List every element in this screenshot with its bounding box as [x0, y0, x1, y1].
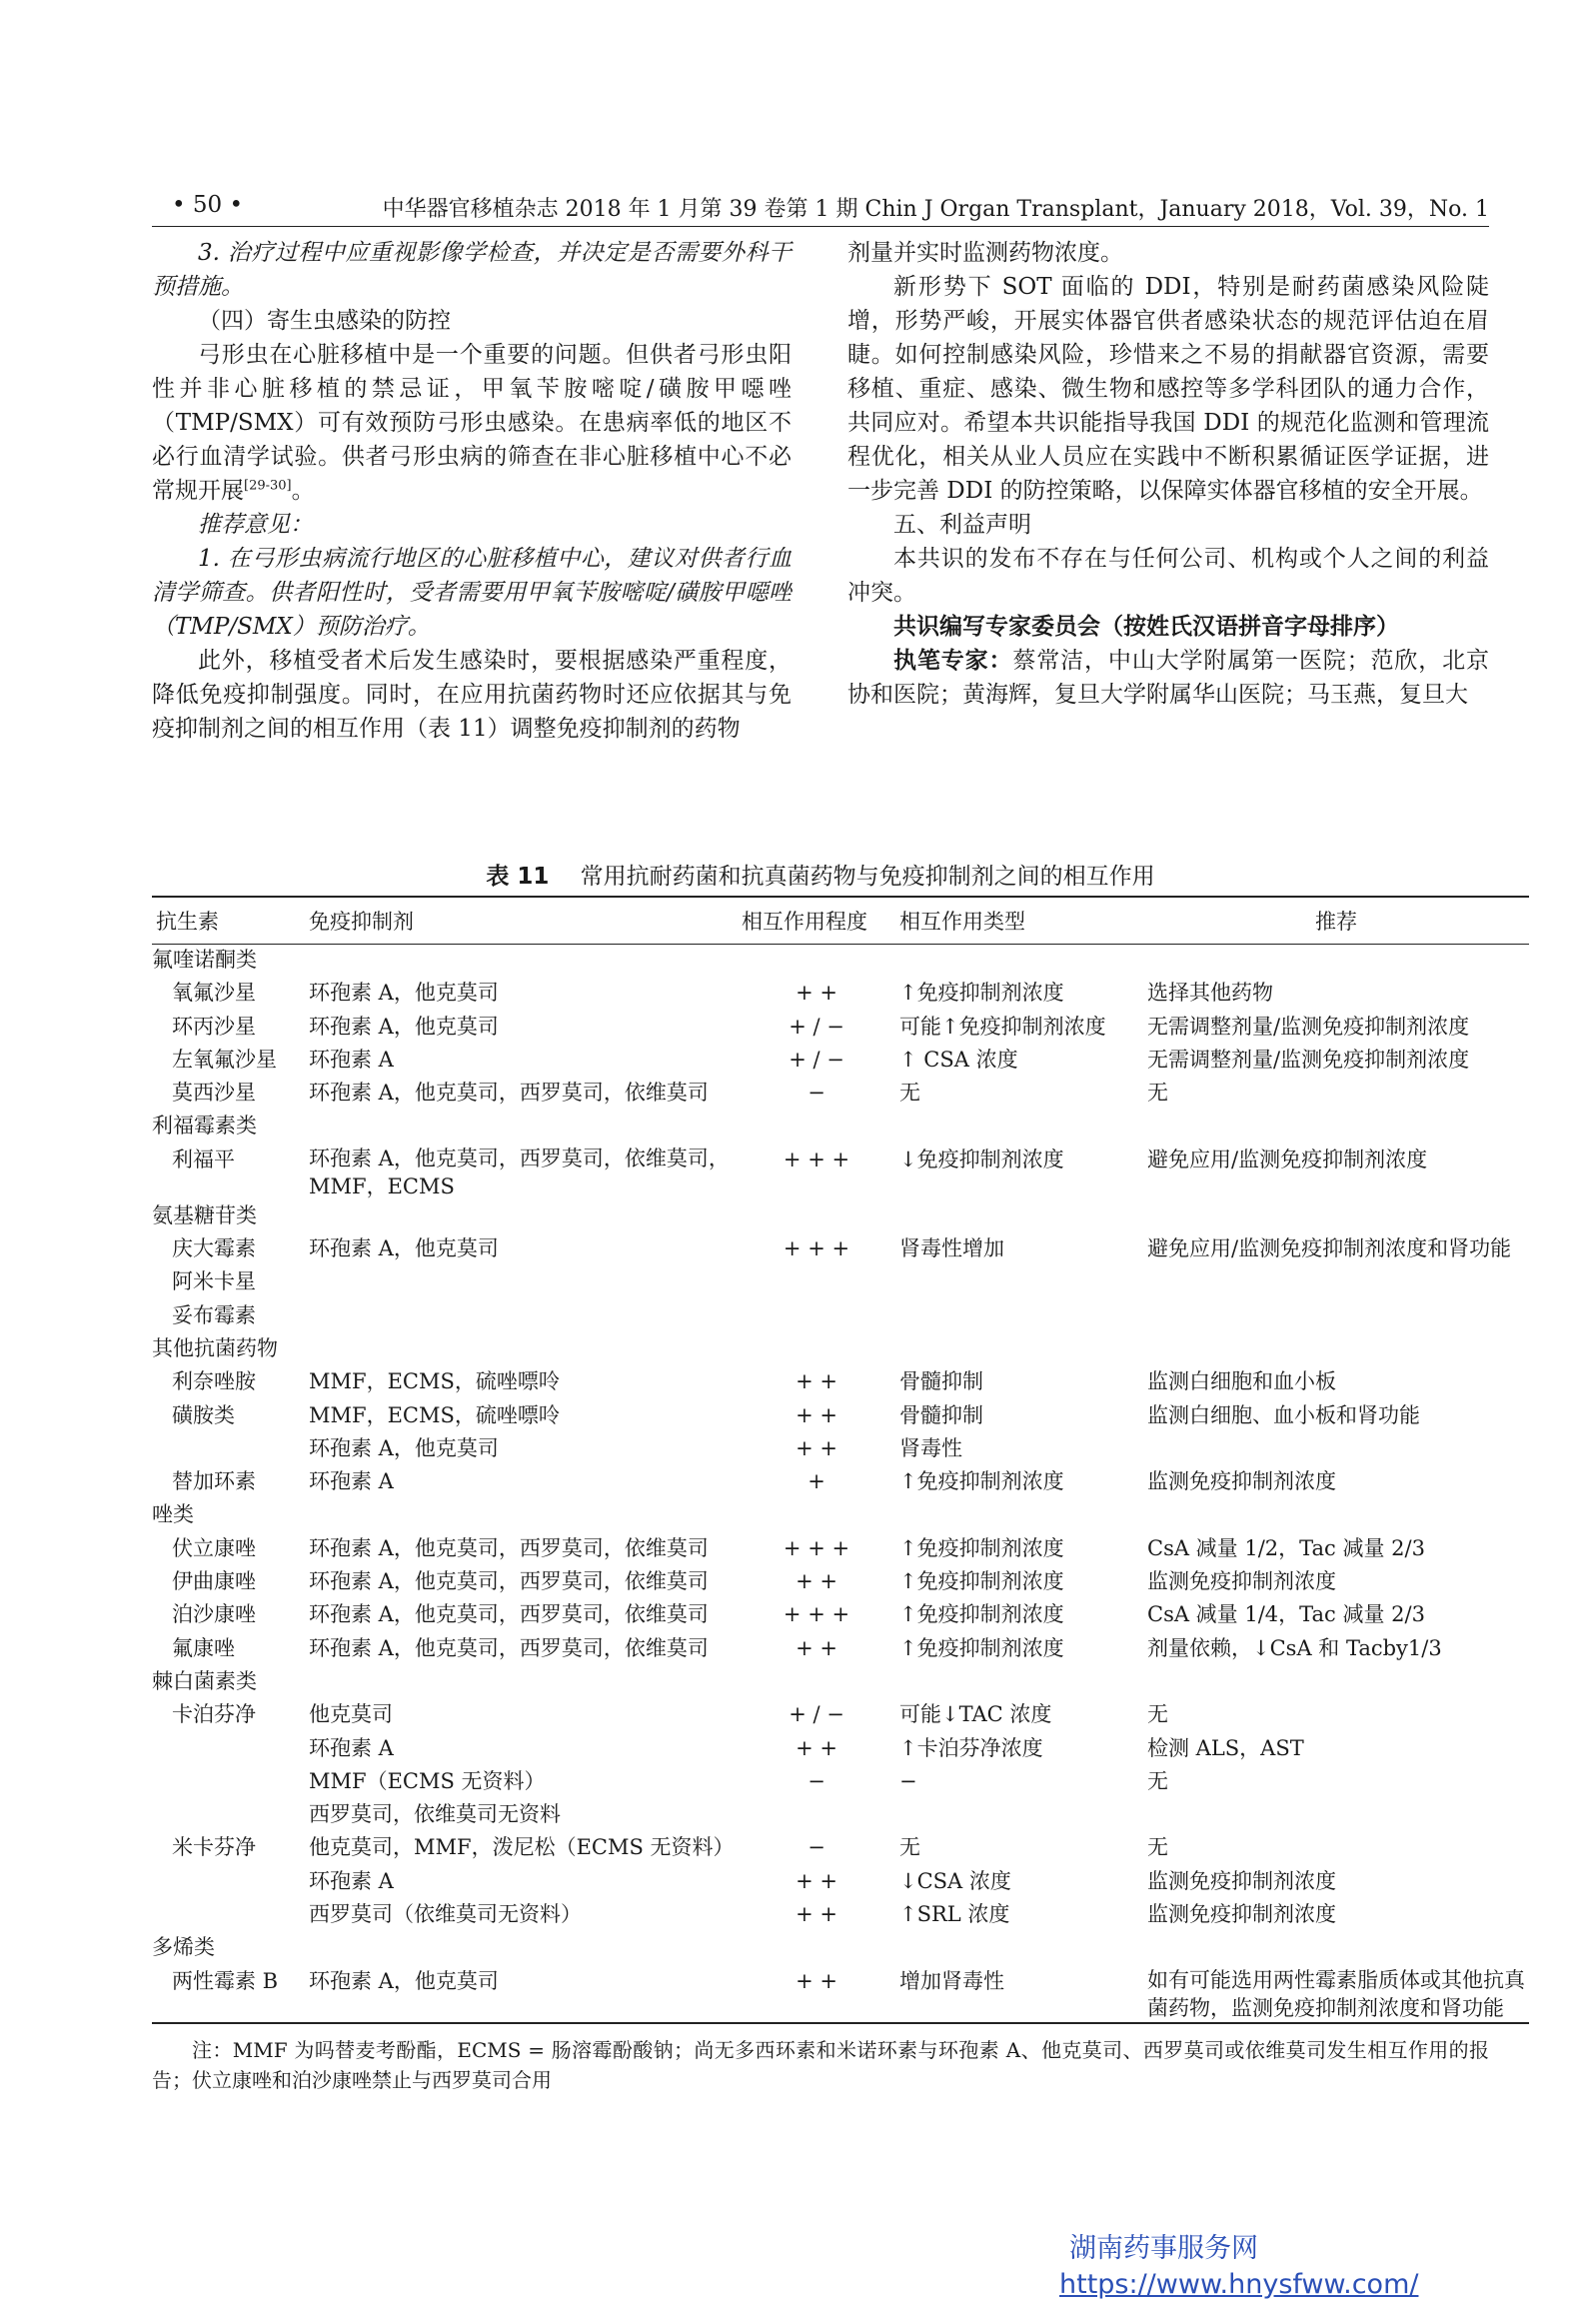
cell-type — [895, 1799, 1143, 1832]
table-row — [152, 1832, 1529, 1865]
cell-antibiotic: 阿米卡星 — [172, 1269, 256, 1294]
cell-antibiotic: 伏立康唑 — [172, 1535, 256, 1560]
table-row — [152, 978, 1529, 1011]
cell-immunosuppressant: 环孢素 A，他克莫司 — [309, 1236, 499, 1261]
cell-antibiotic: 利奈唑胺 — [172, 1369, 256, 1394]
cell-immunosuppressant: 环孢素 A，他克莫司，西罗莫司，依维莫司 — [309, 1081, 709, 1106]
cell-degree: + + — [796, 1902, 837, 1927]
cell-type — [895, 1666, 1143, 1699]
cell-immunosuppressant: 环孢素 A，他克莫司 — [305, 1966, 738, 2023]
paragraph-end: 。 — [291, 478, 315, 504]
citation-ref: [29-30] — [244, 478, 292, 494]
cell-recommendation: 检测 ALS，AST — [1147, 1735, 1304, 1760]
table-category-row — [152, 1333, 1529, 1366]
cell-type: ↑免疫抑制剂浓度 — [899, 981, 1064, 1006]
cell-antibiotic: 氟康唑 — [172, 1635, 235, 1660]
cell-type: 可能↑免疫抑制剂浓度 — [899, 1014, 1106, 1039]
table-row — [152, 1766, 1529, 1799]
table-row — [152, 1899, 1529, 1932]
table-row — [152, 1599, 1529, 1632]
table-header-row — [152, 897, 1529, 945]
cell-immunosuppressant: 环孢素 A — [309, 1735, 394, 1760]
cell-immunosuppressant: 环孢素 A，他克莫司 — [309, 1435, 499, 1460]
cell-recommendation — [1143, 1433, 1529, 1466]
cell-antibiotic: 伊曲康唑 — [172, 1569, 256, 1594]
writers-label: 执笔专家： — [893, 647, 1013, 674]
cell-recommendation — [1143, 1111, 1529, 1144]
cell-antibiotic — [152, 1899, 305, 1932]
cell-recommendation: 无 — [1147, 1835, 1168, 1860]
header-type: 相互作用类型 — [895, 897, 1143, 945]
cell-immunosuppressant — [305, 1200, 738, 1233]
cell-type — [895, 1499, 1143, 1532]
cell-degree: + + — [796, 1435, 837, 1460]
cell-recommendation — [1143, 1333, 1529, 1366]
cell-immunosuppressant: 环孢素 A，他克莫司，西罗莫司，依维莫司，MMF，ECMS — [309, 1146, 730, 1198]
table-body — [152, 945, 1529, 2023]
cell-degree — [738, 1333, 895, 1366]
table-row — [152, 1145, 1529, 1200]
cell-degree: + + + — [783, 1535, 850, 1560]
table-row — [152, 1012, 1529, 1045]
cell-immunosuppressant: MMF（ECMS 无资料） — [309, 1768, 546, 1793]
cell-antibiotic: 氟喹诺酮类 — [152, 948, 257, 972]
cell-immunosuppressant — [305, 1499, 738, 1532]
table-row — [152, 1533, 1529, 1566]
cell-recommendation — [1143, 1932, 1529, 1965]
cell-antibiotic: 莫西沙星 — [172, 1081, 256, 1106]
cell-antibiotic: 泊沙康唑 — [172, 1602, 256, 1627]
cell-recommendation: 监测免疫抑制剂浓度 — [1147, 1868, 1336, 1893]
cell-degree: + + — [796, 1868, 837, 1893]
cell-type: ↓CSA 浓度 — [899, 1868, 1011, 1893]
table-category-row — [152, 1499, 1529, 1532]
table-caption — [152, 858, 1489, 891]
table-category-row — [152, 1666, 1529, 1699]
journal-citation: 中华器官移植杂志 2018 年 1 月第 39 卷第 1 期 Chin J Organ Transplant，January 2018，Vol. 39，No. 1 — [382, 197, 1489, 222]
table-row — [152, 1433, 1529, 1466]
cell-recommendation — [1143, 1799, 1529, 1832]
table-category-row — [152, 1200, 1529, 1233]
cell-antibiotic — [152, 1799, 305, 1832]
table-row — [152, 1699, 1529, 1732]
cell-immunosuppressant: MMF，ECMS，硫唑嘌呤 — [309, 1402, 560, 1427]
cell-recommendation: 如有可能选用两性霉素脂质体或其他抗真菌药物，监测免疫抑制剂浓度和肾功能 — [1143, 1966, 1529, 2023]
table-title: 常用抗耐药菌和抗真菌药物与免疫抑制剂之间的相互作用 — [580, 864, 1155, 890]
cell-degree — [738, 1932, 895, 1965]
table-row — [152, 1866, 1529, 1899]
header-immunosuppressant: 免疫抑制剂 — [305, 897, 738, 945]
cell-degree — [738, 1111, 895, 1144]
cell-immunosuppressant: 环孢素 A，他克莫司 — [309, 981, 499, 1006]
cell-type: 肾毒性 — [899, 1435, 962, 1460]
table-row — [152, 1300, 1529, 1333]
cell-degree: + — [807, 1469, 825, 1494]
cell-antibiotic: 庆大霉素 — [172, 1236, 256, 1261]
cell-degree: + / − — [789, 1014, 844, 1039]
cell-antibiotic: 左氧氟沙星 — [172, 1047, 277, 1072]
cell-recommendation: 监测免疫抑制剂浓度 — [1147, 1569, 1336, 1594]
cell-type: 无 — [899, 1081, 920, 1106]
table-row — [152, 1400, 1529, 1433]
cell-immunosuppressant — [305, 1666, 738, 1699]
cell-immunosuppressant: 西罗莫司（依维莫司无资料） — [309, 1902, 582, 1927]
cell-degree: + + — [796, 981, 837, 1006]
cell-degree — [738, 1266, 895, 1299]
recommendation-heading: 推荐意见： — [198, 512, 313, 538]
cell-degree: + + — [796, 1635, 837, 1660]
cell-recommendation: 监测白细胞和血小板 — [1147, 1369, 1336, 1394]
cell-degree: − — [807, 1835, 825, 1860]
table-row — [152, 1633, 1529, 1666]
cell-type: 可能↓TAC 浓度 — [899, 1702, 1052, 1727]
recommendation-3: 3. 治疗过程中应重视影像学检查，并决定是否需要外科干预措施。 — [152, 240, 792, 300]
cell-immunosuppressant: 环孢素 A，他克莫司，西罗莫司，依维莫司 — [309, 1535, 709, 1560]
cell-antibiotic: 其他抗菌药物 — [152, 1335, 278, 1360]
cell-degree: + + — [796, 1402, 837, 1427]
cell-recommendation: 监测白细胞、血小板和肾功能 — [1147, 1402, 1420, 1427]
watermark-url[interactable]: https://www.hnysfww.com/ — [1059, 2269, 1419, 2300]
cell-immunosuppressant — [305, 1300, 738, 1333]
cell-degree — [738, 1666, 895, 1699]
cell-antibiotic: 卡泊芬净 — [172, 1702, 256, 1727]
cell-type: 骨髓抑制 — [899, 1369, 983, 1394]
cell-antibiotic — [152, 1433, 305, 1466]
right-column — [847, 236, 1489, 712]
cell-antibiotic: 棘白菌素类 — [152, 1668, 257, 1693]
cell-type — [895, 1111, 1143, 1144]
cell-recommendation: 选择其他药物 — [1147, 981, 1273, 1006]
cell-type: ↑免疫抑制剂浓度 — [899, 1469, 1064, 1494]
cell-degree — [738, 945, 895, 979]
cell-recommendation — [1143, 945, 1529, 979]
cell-immunosuppressant: 西罗莫司，依维莫司无资料 — [309, 1802, 561, 1827]
watermark — [1059, 2231, 1418, 2303]
cell-antibiotic: 氧氟沙星 — [172, 981, 256, 1006]
cell-recommendation: CsA 减量 1/2，Tac 减量 2/3 — [1147, 1535, 1425, 1560]
cell-antibiotic — [152, 1866, 305, 1899]
cell-degree: + + — [796, 1569, 837, 1594]
cell-type: ↑免疫抑制剂浓度 — [899, 1535, 1064, 1560]
cell-recommendation: CsA 减量 1/4，Tac 减量 2/3 — [1147, 1602, 1425, 1627]
cell-type: ↑ CSA 浓度 — [899, 1047, 1018, 1072]
cell-immunosuppressant — [305, 1333, 738, 1366]
cell-recommendation: 避免应用/监测免疫抑制剂浓度 — [1147, 1147, 1428, 1171]
cell-antibiotic: 替加环素 — [172, 1469, 256, 1494]
cell-type — [895, 1932, 1143, 1965]
cell-degree: − — [807, 1081, 825, 1106]
cell-type — [895, 1300, 1143, 1333]
cell-immunosuppressant — [305, 1932, 738, 1965]
cell-immunosuppressant — [305, 1266, 738, 1299]
section-heading-interest: 五、利益声明 — [893, 512, 1031, 538]
cell-recommendation: 无 — [1147, 1702, 1168, 1727]
cell-degree — [738, 1499, 895, 1532]
cell-antibiotic: 利福平 — [172, 1147, 235, 1171]
table-row — [152, 1366, 1529, 1399]
cell-type: 增加肾毒性 — [895, 1966, 1143, 2023]
cell-type — [895, 1333, 1143, 1366]
interaction-table — [152, 896, 1529, 2024]
writers-paragraph — [847, 644, 1489, 712]
cell-type: ↑SRL 浓度 — [899, 1902, 1010, 1927]
cell-antibiotic: 磺胺类 — [172, 1402, 235, 1427]
cell-recommendation — [1143, 1266, 1529, 1299]
cell-recommendation: 监测免疫抑制剂浓度 — [1147, 1469, 1336, 1494]
left-column — [152, 236, 792, 746]
cell-antibiotic: 妥布霉素 — [172, 1302, 256, 1327]
header-degree: 相互作用程度 — [738, 897, 895, 945]
cell-immunosuppressant: 环孢素 A，他克莫司，西罗莫司，依维莫司 — [309, 1569, 709, 1594]
cell-recommendation: 无 — [1147, 1081, 1168, 1106]
paragraph-interest-statement: 本共识的发布不存在与任何公司、机构或个人之间的利益冲突。 — [847, 546, 1489, 606]
page-header — [152, 192, 1489, 227]
cell-immunosuppressant — [305, 1111, 738, 1144]
cell-recommendation — [1143, 1666, 1529, 1699]
table-number: 表 11 — [486, 864, 550, 890]
recommendation-1: 1. 在弓形虫病流行地区的心脏移植中心，建议对供者行血清学筛查。供者阳性时，受者需要用甲氧苄胺嘧啶/磺胺甲噁唑（TMP/SMX）预防治疗。 — [152, 546, 792, 640]
cell-type — [895, 1200, 1143, 1233]
table-row — [152, 1733, 1529, 1766]
cell-type — [895, 945, 1143, 979]
table-row — [152, 1799, 1529, 1832]
paragraph-continuation: 剂量并实时监测药物浓度。 — [847, 240, 1123, 266]
page-number: • 50 • — [172, 192, 244, 218]
cell-immunosuppressant: 环孢素 A，他克莫司，西罗莫司，依维莫司 — [309, 1602, 709, 1627]
cell-degree: + + + — [783, 1147, 850, 1171]
table-row — [152, 1045, 1529, 1078]
cell-immunosuppressant — [305, 945, 738, 979]
table-row — [152, 1078, 1529, 1111]
writers-list: 蔡常洁，中山大学附属第一医院；范欣，北京协和医院；黄海辉，复旦大学附属华山医院；马玉燕，复旦大 — [847, 648, 1489, 708]
cell-antibiotic: 环丙沙星 — [172, 1014, 256, 1039]
cell-type: ↑免疫抑制剂浓度 — [899, 1635, 1064, 1660]
cell-type: − — [899, 1768, 917, 1793]
cell-degree: + / − — [789, 1047, 844, 1072]
cell-immunosuppressant: 他克莫司，MMF，泼尼松（ECMS 无资料） — [309, 1835, 735, 1860]
cell-recommendation — [1143, 1200, 1529, 1233]
cell-recommendation — [1143, 1300, 1529, 1333]
cell-antibiotic: 多烯类 — [152, 1935, 215, 1960]
cell-immunosuppressant: 环孢素 A — [309, 1469, 394, 1494]
table-row — [152, 1233, 1529, 1266]
cell-antibiotic: 唑类 — [152, 1502, 194, 1527]
table-category-row — [152, 1111, 1529, 1144]
watermark-site-name: 湖南药事服务网 — [1069, 2233, 1258, 2264]
cell-antibiotic: 利福霉素类 — [152, 1114, 257, 1139]
paragraph-immunosuppression: 此外，移植受者术后发生感染时，要根据感染严重程度，降低免疫抑制强度。同时，在应用抗菌药物时还应依据其与免疫抑制剂之间的相互作用（表 11）调整免疫抑制剂的药物 — [152, 648, 792, 742]
cell-type: 骨髓抑制 — [899, 1402, 983, 1427]
cell-recommendation: 无需调整剂量/监测免疫抑制剂浓度 — [1147, 1047, 1470, 1072]
cell-immunosuppressant: MMF，ECMS，硫唑嘌呤 — [309, 1369, 560, 1394]
cell-recommendation — [1143, 1499, 1529, 1532]
cell-immunosuppressant: 环孢素 A，他克莫司，西罗莫司，依维莫司 — [309, 1635, 709, 1660]
table-category-row — [152, 1932, 1529, 1965]
table-row — [152, 1566, 1529, 1599]
cell-type: ↑免疫抑制剂浓度 — [899, 1602, 1064, 1627]
cell-type: ↓免疫抑制剂浓度 — [899, 1147, 1064, 1171]
table-category-row — [152, 945, 1529, 979]
cell-recommendation: 监测免疫抑制剂浓度 — [1147, 1902, 1336, 1927]
cell-degree — [738, 1799, 895, 1832]
cell-antibiotic — [152, 1733, 305, 1766]
cell-degree: + + + — [783, 1236, 850, 1261]
table-note: 注：MMF 为吗替麦考酚酯，ECMS = 肠溶霉酚酸钠；尚无多西环素和米诺环素与环孢素 A、他克莫司、西罗莫司或依维莫司发生相互作用的报告；伏立康唑和泊沙康唑禁止与西罗莫司合用 — [152, 2038, 1489, 2092]
cell-degree: + / − — [789, 1702, 844, 1727]
cell-degree: + + — [738, 1966, 895, 2023]
table-row — [152, 1466, 1529, 1499]
cell-recommendation: 无 — [1147, 1768, 1168, 1793]
cell-antibiotic — [152, 1766, 305, 1799]
cell-type — [895, 1266, 1143, 1299]
cell-type: 无 — [899, 1835, 920, 1860]
table-row — [152, 1966, 1529, 2023]
cell-type: ↑卡泊芬净浓度 — [899, 1735, 1043, 1760]
cell-antibiotic: 氨基糖苷类 — [152, 1202, 257, 1227]
paragraph-conclusion: 新形势下 SOT 面临的 DDI，特别是耐药菌感染风险陡增，形势严峻，开展实体器官供者感染状态的规范评估迫在眉睫。如何控制感染风险，珍惜来之不易的捐献器官资源，需要移植、重症、感染、微生物和感控等多学科团队的通力合作，共同应对。希望本共识能指导我国 DDI 的规范化监测和管理流程优化，相关从业人员应在实践中不断积累循证医学证据，进一步完善 DDI 的防控策略，以保障实体器官移植的安全开展。 — [847, 274, 1489, 504]
section-heading-parasite: （四）寄生虫感染的防控 — [198, 308, 451, 334]
cell-degree: + + + — [783, 1602, 850, 1627]
cell-degree: − — [807, 1768, 825, 1793]
cell-antibiotic: 两性霉素 B — [152, 1966, 305, 2023]
cell-immunosuppressant: 他克莫司 — [309, 1702, 393, 1727]
table-row — [152, 1266, 1529, 1299]
cell-degree — [738, 1300, 895, 1333]
cell-antibiotic: 米卡芬净 — [172, 1835, 256, 1860]
cell-recommendation: 剂量依赖，↓CsA 和 Tacby1/3 — [1147, 1635, 1442, 1660]
cell-recommendation: 无需调整剂量/监测免疫抑制剂浓度 — [1147, 1014, 1470, 1039]
header-recommendation: 推荐 — [1143, 897, 1529, 945]
cell-recommendation: 避免应用/监测免疫抑制剂浓度和肾功能 — [1147, 1236, 1512, 1261]
cell-immunosuppressant: 环孢素 A — [309, 1047, 394, 1072]
cell-immunosuppressant: 环孢素 A，他克莫司 — [309, 1014, 499, 1039]
cell-type: 肾毒性增加 — [899, 1236, 1004, 1261]
header-antibiotic: 抗生素 — [152, 897, 305, 945]
paragraph-toxoplasma — [152, 338, 792, 508]
paragraph-text: 弓形虫在心脏移植中是一个重要的问题。但供者弓形虫阳性并非心脏移植的禁忌证，甲氧苄胺嘧啶/磺胺甲噁唑（TMP/SMX）可有效预防弓形虫感染。在患病率低的地区不必行血清学试验。供者弓形虫病的筛查在非心脏移植中心不必常规开展 — [152, 342, 792, 504]
committee-heading: 共识编写专家委员会（按姓氏汉语拼音字母排序） — [893, 613, 1399, 640]
cell-degree — [738, 1200, 895, 1233]
cell-degree: + + — [796, 1369, 837, 1394]
cell-type: ↑免疫抑制剂浓度 — [899, 1569, 1064, 1594]
cell-immunosuppressant: 环孢素 A — [309, 1868, 394, 1893]
cell-degree: + + — [796, 1735, 837, 1760]
